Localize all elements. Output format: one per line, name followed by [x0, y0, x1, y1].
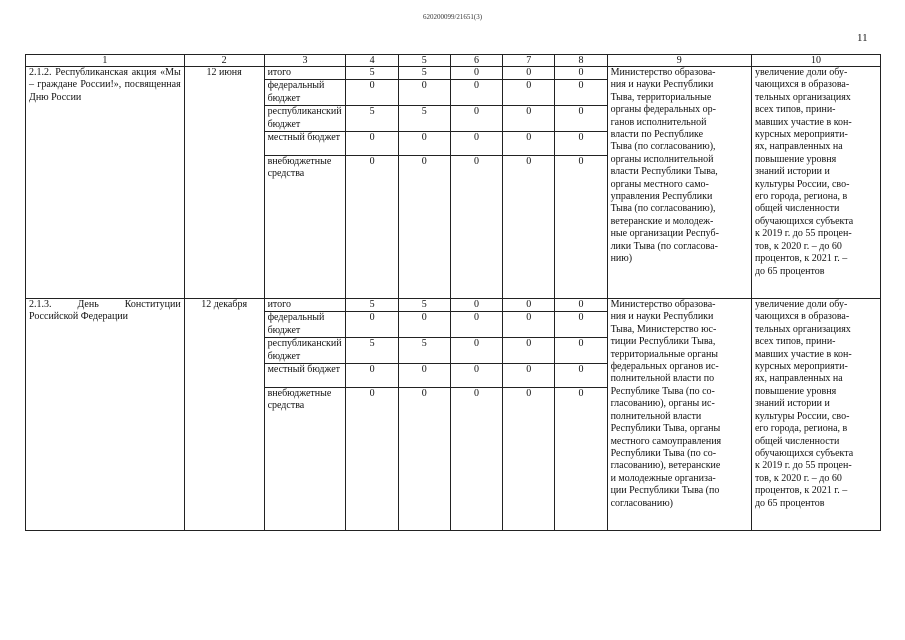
funding-source-cell: республиканский бюджет [264, 106, 346, 132]
funding-source-cell: внебюджетные средства [264, 388, 346, 531]
amount-cell: 0 [503, 106, 555, 132]
amount-cell: 0 [450, 67, 502, 80]
amount-cell: 0 [555, 106, 607, 132]
amount-cell: 5 [346, 67, 398, 80]
amount-cell: 0 [346, 132, 398, 156]
amount-cell: 0 [503, 132, 555, 156]
amount-cell: 5 [346, 299, 398, 312]
amount-cell: 5 [398, 67, 450, 80]
funding-source-cell: федеральный бюджет [264, 80, 346, 106]
event-date-cell: 12 декабря [184, 299, 264, 531]
funding-source-cell: итого [264, 299, 346, 312]
column-header: 8 [555, 55, 607, 67]
page-number: 11 [857, 32, 868, 44]
amount-cell: 0 [555, 80, 607, 106]
amount-cell: 0 [503, 80, 555, 106]
amount-cell: 0 [346, 312, 398, 338]
column-header: 6 [450, 55, 502, 67]
amount-cell: 0 [346, 156, 398, 299]
column-header: 5 [398, 55, 450, 67]
amount-cell: 0 [555, 312, 607, 338]
column-header: 7 [503, 55, 555, 67]
amount-cell: 0 [450, 338, 502, 364]
column-header: 4 [346, 55, 398, 67]
funding-source-cell: итого [264, 67, 346, 80]
column-header: 3 [264, 55, 346, 67]
amount-cell: 0 [398, 132, 450, 156]
event-name-cell: 2.1.3. День Конституции Российской Федерации [26, 299, 185, 531]
amount-cell: 0 [450, 312, 502, 338]
table-body [26, 55, 881, 531]
expected-result-cell: увеличение доли обу- чающихся в образова- тельных организациях всех типов, прини- мавших участие в кон- курсных мероприяти- ях, направленных на повышение уровня знаний истории и культуры России, сво- его города, региона, в общей численности обучающихся субъекта к 2019 г. до 55 процен- тов, к 2020 г. – до 60 процентов, к 2021 г. – до 65 процентов [751, 67, 880, 299]
funding-source-cell: федеральный бюджет [264, 312, 346, 338]
amount-cell: 5 [398, 299, 450, 312]
column-header: 9 [607, 55, 751, 67]
document-id: 620200099/21651(3) [422, 13, 483, 21]
column-header: 1 [26, 55, 185, 67]
amount-cell: 0 [503, 338, 555, 364]
expected-result-cell: увеличение доли обу- чающихся в образова- тельных организациях всех типов, прини- мавших участие в кон- курсных мероприяти- ях, направленных на повышение уровня знаний истории и культуры России, сво- его города, региона, в общей численности обучающихся субъекта к 2019 г. до 55 процен- тов, к 2020 г. – до 60 процентов, к 2021 г. – до 65 процентов [751, 299, 880, 531]
responsible-cell: Министерство образова- ния и науки Республики Тыва, Министерство юс- тиции Республики Тыва, территориальные органы федеральных органов ис- полнительной власти по Республике Тыва (по со- гласованию), органы ис- полнительной власти Республики Тыва, органы местного самоуправления Республики Тыва (по со- гласованию), ветеранские и молодежные организа- ции Республики Тыва (по согласованию) [607, 299, 751, 531]
amount-cell: 5 [346, 338, 398, 364]
amount-cell: 0 [555, 156, 607, 299]
column-header: 2 [184, 55, 264, 67]
amount-cell: 0 [398, 80, 450, 106]
column-header: 10 [751, 55, 880, 67]
funding-source-cell: республиканский бюджет [264, 338, 346, 364]
table-row [26, 67, 881, 80]
amount-cell: 0 [450, 388, 502, 531]
amount-cell: 0 [398, 388, 450, 531]
amount-cell: 0 [555, 338, 607, 364]
amount-cell: 5 [398, 338, 450, 364]
funding-source-cell: местный бюджет [264, 132, 346, 156]
funding-source-cell: местный бюджет [264, 364, 346, 388]
amount-cell: 0 [503, 312, 555, 338]
event-date-cell: 12 июня [184, 67, 264, 299]
header-row [26, 55, 881, 67]
amount-cell: 0 [555, 299, 607, 312]
amount-cell: 0 [450, 299, 502, 312]
amount-cell: 0 [450, 364, 502, 388]
table-row [26, 299, 881, 312]
amount-cell: 0 [398, 312, 450, 338]
amount-cell: 0 [503, 156, 555, 299]
amount-cell: 0 [503, 299, 555, 312]
amount-cell: 0 [503, 67, 555, 80]
responsible-cell: Министерство образова- ния и науки Республики Тыва, территориальные органы федеральных ор- ганов исполнительной власти по Республике Тыва (по согласованию), органы исполнительной власти Республики Тыва, органы местного само- управления Республики Тыва (по согласованию), ветеранские и молодеж- ные организации Респуб- лики Тыва (по согласова- нию) [607, 67, 751, 299]
amount-cell: 0 [450, 132, 502, 156]
funding-source-cell: внебюджетные средства [264, 156, 346, 299]
amount-cell: 5 [346, 106, 398, 132]
amount-cell: 0 [346, 388, 398, 531]
amount-cell: 0 [346, 80, 398, 106]
amount-cell: 0 [450, 80, 502, 106]
event-name-cell: 2.1.2. Республиканская акция «Мы – граждане России!», посвященная Дню России [26, 67, 185, 299]
amount-cell: 0 [398, 156, 450, 299]
amount-cell: 0 [398, 364, 450, 388]
amount-cell: 0 [503, 388, 555, 531]
amount-cell: 0 [450, 156, 502, 299]
amount-cell: 5 [398, 106, 450, 132]
amount-cell: 0 [555, 388, 607, 531]
amount-cell: 0 [346, 364, 398, 388]
plan-table [25, 54, 881, 531]
amount-cell: 0 [503, 364, 555, 388]
amount-cell: 0 [450, 106, 502, 132]
amount-cell: 0 [555, 67, 607, 80]
amount-cell: 0 [555, 364, 607, 388]
amount-cell: 0 [555, 132, 607, 156]
